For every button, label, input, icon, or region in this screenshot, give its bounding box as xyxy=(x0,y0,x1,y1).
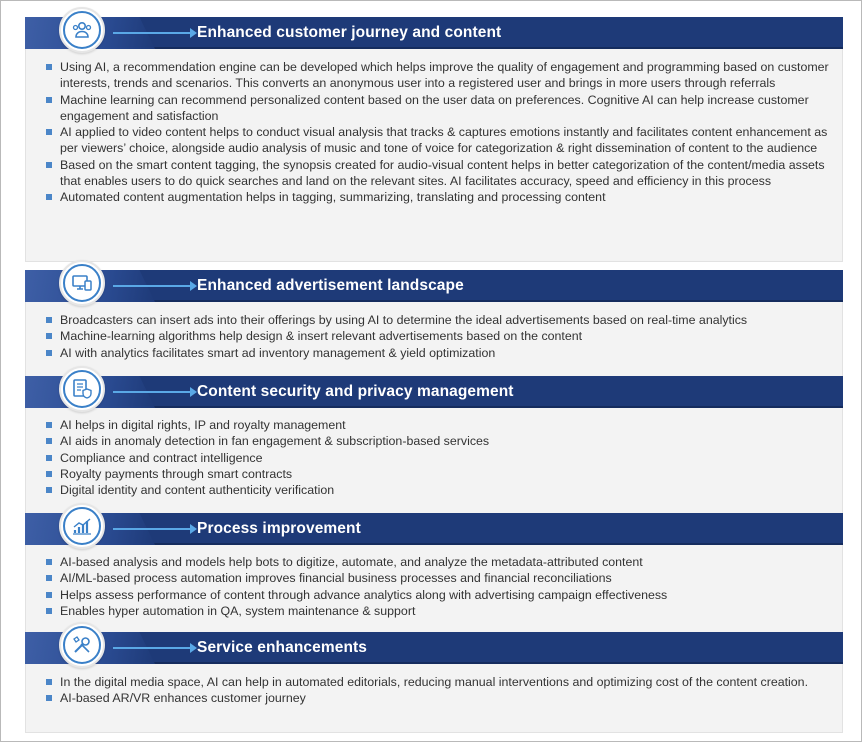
section-header xyxy=(25,632,843,664)
list-item: AI with analytics facilitates smart ad inventory management & yield optimization xyxy=(60,345,830,361)
list-item: AI helps in digital rights, IP and royalty management xyxy=(60,417,830,433)
tools-icon xyxy=(70,633,94,657)
list-item: Royalty payments through smart contracts xyxy=(60,466,830,482)
arrow-icon xyxy=(113,528,191,530)
section-header xyxy=(25,270,843,302)
list-item: Compliance and contract intelligence xyxy=(60,450,830,466)
arrow-icon xyxy=(113,391,191,393)
section-header xyxy=(25,513,843,545)
section-title: Service enhancements xyxy=(197,639,368,656)
section-body xyxy=(25,664,843,733)
arrow-icon xyxy=(113,32,191,34)
list-item: Digital identity and content authenticity verification xyxy=(60,482,830,498)
list-item: In the digital media space, AI can help in automated editorials, reducing manual interventions and optimizing cost of the content creation. xyxy=(60,674,830,690)
list-item: Enables hyper automation in QA, system maintenance & support xyxy=(60,603,830,619)
section-badge xyxy=(59,503,105,549)
document-shield-icon xyxy=(70,377,94,401)
section-process xyxy=(25,513,843,637)
section-header xyxy=(25,17,843,49)
list-item: Broadcasters can insert ads into their offerings by using AI to determine the ideal advertisements based on real-time analytics xyxy=(60,312,830,328)
users-icon xyxy=(70,18,94,42)
list-item: AI applied to video content helps to conduct visual analysis that tracks & captures emotions instantly and facilitates content enhancement as per viewers’ choice, alongside audio analysis of music and tone of voice for categorization & right dissemination of content to the audience xyxy=(60,124,830,157)
section-badge xyxy=(59,622,105,668)
section-body xyxy=(25,49,843,262)
list-item: AI/ML-based process automation improves financial business processes and financial reconciliations xyxy=(60,570,830,586)
section-title: Content security and privacy management xyxy=(197,383,514,400)
section-security xyxy=(25,376,843,518)
section-customer-journey xyxy=(25,17,843,262)
list-item: Based on the smart content tagging, the synopsis created for audio-visual content helps in better categorization of the content/media assets that enables users to do quick searches and land on the relevant sites. AI facilitates accuracy, speed and efficiency in this process xyxy=(60,157,830,190)
section-badge xyxy=(59,260,105,306)
section-header xyxy=(25,376,843,408)
list-item: Machine-learning algorithms help design & insert relevant advertisements based on the content xyxy=(60,328,830,344)
section-body xyxy=(25,408,843,518)
section-badge xyxy=(59,7,105,53)
list-item: Helps assess performance of content through advance analytics along with advertising campaign effectiveness xyxy=(60,587,830,603)
list-item: AI-based AR/VR enhances customer journey xyxy=(60,690,830,706)
growth-chart-icon xyxy=(70,514,94,538)
section-title: Enhanced customer journey and content xyxy=(197,24,502,41)
list-item: Automated content augmentation helps in tagging, summarizing, translating and processing content xyxy=(60,189,830,205)
arrow-icon xyxy=(113,647,191,649)
section-body xyxy=(25,302,843,378)
section-advertisement xyxy=(25,270,843,378)
list-item: AI-based analysis and models help bots to digitize, automate, and analyze the metadata-attributed content xyxy=(60,554,830,570)
section-title: Enhanced advertisement landscape xyxy=(197,277,464,294)
section-title: Process improvement xyxy=(197,520,361,537)
list-item: AI aids in anomaly detection in fan engagement & subscription-based services xyxy=(60,433,830,449)
list-item: Machine learning can recommend personalized content based on the user data on preferences. Cognitive AI can help increase customer engagement and satisfaction xyxy=(60,92,830,125)
devices-icon xyxy=(70,271,94,295)
section-badge xyxy=(59,366,105,412)
list-item: Using AI, a recommendation engine can be developed which helps improve the quality of engagement and programming based on customer interests, trends and scenarios. This converts an anonymous user into a registered user and brings in more users through referrals xyxy=(60,60,829,91)
section-service xyxy=(25,632,843,733)
section-body xyxy=(25,545,843,637)
arrow-icon xyxy=(113,285,191,287)
